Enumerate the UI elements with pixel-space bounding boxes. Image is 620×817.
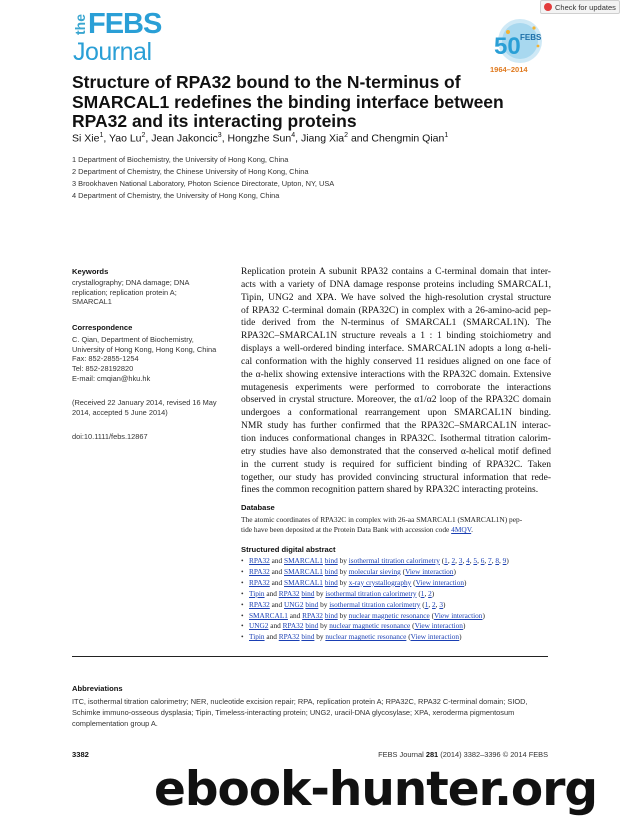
view-interaction-link[interactable]: View interaction (405, 566, 454, 576)
keywords-text (72, 278, 232, 307)
database-line-suffix: . (471, 525, 474, 535)
protein-link[interactable]: UNG2 (249, 621, 269, 631)
protein-link[interactable]: RPA32 (278, 632, 300, 642)
protein-link[interactable]: Tipin (249, 632, 265, 642)
star-icon (537, 45, 540, 48)
article-title: Structure of RPA32 bound to the N-terminus of SMARCAL1 redefines the binding interface between RPA32 and its interacting proteins (72, 72, 504, 131)
protein-link[interactable]: RPA32 (278, 588, 300, 598)
abbreviations-line: complementation group A. (72, 719, 158, 729)
abstract-line: tion induces conformational changes in RPA32C. Isothermal titration calorim- (241, 432, 551, 444)
sda-item: • RPA32 and SMARCAL1 bind by molecular sieving (View interaction) (241, 567, 561, 578)
star-icon (532, 26, 535, 29)
method-link[interactable]: isothermal titration calorimetry (329, 599, 421, 609)
reference-link[interactable]: 1 (420, 588, 425, 598)
anniversary-number: 50 (494, 33, 521, 60)
reference-link[interactable]: 7 (488, 556, 492, 565)
protein-link[interactable]: SMARCAL1 (284, 556, 323, 565)
protein-link[interactable]: RPA32 (249, 556, 270, 565)
author-name: Jiang Xia (300, 132, 345, 145)
author-name: Si Xie (72, 132, 100, 145)
reference-link[interactable]: 3 (439, 599, 443, 609)
reference-link[interactable]: 2 (432, 599, 436, 609)
footer-rest: (2014) 3382–3396 © 2014 FEBS (440, 750, 548, 759)
protein-link[interactable]: SMARCAL1 (249, 610, 288, 620)
abstract-line: acts with a variety of DNA damage response proteins including SMARCAL1, (241, 278, 551, 290)
check-for-updates-button[interactable] (540, 0, 620, 14)
abbreviations-heading: Abbreviations (72, 684, 123, 693)
logo-journal: Journal (73, 38, 152, 66)
protein-link[interactable]: RPA32 (282, 621, 304, 631)
footer-volume: 281 (425, 750, 439, 759)
correspondence-line: Fax: 852-2855-1254 (72, 354, 139, 364)
page-number: 3382 (72, 750, 89, 759)
anniversary-brand: FEBS (520, 33, 542, 42)
anniversary-years: 1964–2014 (490, 65, 528, 74)
reference-link[interactable]: 6 (480, 556, 485, 565)
protein-link[interactable]: SMARCAL1 (284, 577, 323, 587)
protein-link[interactable]: Tipin (249, 588, 265, 598)
sda-item: • Tipin and RPA32 bind by nuclear magnetic resonance (View interaction) (241, 632, 561, 643)
view-interaction-link[interactable]: View interaction (414, 621, 463, 631)
method-link[interactable]: molecular sieving (348, 566, 401, 576)
database-line (241, 525, 553, 535)
sda-item: • RPA32 and SMARCAL1 bind by isothermal titration calorimetry (1, 2, 3, 4, 5, 6, 7, 8, 9) (241, 556, 561, 567)
affiliation: 2 Department of Chemistry, the Chinese University of Hong Kong, China (72, 167, 309, 176)
abstract-line: etry studies have also demonstrated that the conserved α-helical motif defined (241, 445, 551, 457)
correspondence-line: C. Qian, Department of Biochemistry, (72, 335, 194, 344)
abstract-body (241, 266, 551, 497)
interaction-link[interactable]: bind (324, 610, 338, 620)
protein-link[interactable]: RPA32 (249, 599, 270, 609)
abbreviations-line: Schimke immuno-osseous dysplasia; Tipin, Timeless-interacting protein; UNG2, uracil-DNA glycosylase; XPA, xeroderma pigmentosum (72, 708, 515, 718)
affiliation: 3 Brookhaven National Laboratory, Photon Science Directorate, Upton, NY, USA (72, 179, 335, 188)
footer-journal: FEBS Journal (378, 750, 424, 759)
correspondence-line: University of Hong Kong, Hong Kong, China (72, 344, 217, 354)
sda-item: • Tipin and RPA32 bind by isothermal titration calorimetry (1, 2) (241, 589, 561, 600)
abstract-line: cal conformation with the highly conserved 11 residues aligned on one face of (241, 355, 551, 367)
author-affiliation-mark: 1 (444, 132, 449, 139)
abstract-line: NMR study has further confirmed that the RPA32C–SMARCAL1N interac- (241, 420, 551, 432)
sda-item: • RPA32 and SMARCAL1 bind by x-ray crystallography (View interaction) (241, 578, 561, 589)
sda-heading: Structured digital abstract (241, 545, 336, 554)
affiliation: 1 Department of Biochemistry, the University of Hong Kong, China (72, 155, 289, 164)
protein-link[interactable]: SMARCAL1 (284, 566, 323, 576)
abstract-line: the α-helix showing extensive interactions with the RPA32C domain. Extensive (241, 368, 551, 380)
abstract-line: mutagenesis experiments were performed to corroborate the interactions (241, 381, 551, 393)
received-line: 2014, accepted 5 June 2014) (72, 407, 168, 417)
reference-link[interactable]: 4 (466, 556, 470, 565)
affiliation: 4 Department of Chemistry, the University of Hong Kong, China (72, 191, 280, 200)
reference-link[interactable]: 3 (458, 556, 463, 565)
interaction-link[interactable]: bind (301, 632, 315, 642)
abstract-line: RPA32C–SMARCAL1N structure reveals a 1 : 1 binding stoichiometry and (241, 330, 551, 342)
interaction-link[interactable]: bind (324, 566, 338, 576)
method-link[interactable]: nuclear magnetic resonance (325, 632, 407, 642)
method-link[interactable]: isothermal titration calorimetry (325, 588, 417, 598)
database-line: The atomic coordinates of RPA32C in complex with 26-aa SMARCAL1 (SMARCAL1N) pep- (241, 515, 523, 524)
author-list: Si Xie$^1$, Yao Lu$^2$, Jean Jakoncic$^3$, Hongzhe Sun$^4$, Jiang Xia$^2$ and Chengmin Qian$^1$ (72, 132, 449, 145)
correspondence-heading: Correspondence (72, 323, 133, 332)
method-link[interactable]: nuclear magnetic resonance (329, 621, 411, 631)
author-name: Yao Lu (109, 132, 142, 145)
abstract-line: undergoes a conformational rearrangement upon SMARCAL1N binding. (241, 407, 551, 419)
interaction-link[interactable]: bind (324, 577, 338, 587)
keywords-line: replication; replication protein A; (72, 287, 177, 297)
interaction-link[interactable]: bind (305, 621, 319, 631)
abstract-line: in the current study is required for sufficient binding of RPA32C. Taken (241, 458, 551, 470)
abbreviations-text (72, 696, 550, 730)
database-text (241, 515, 553, 536)
journal-footer (372, 750, 548, 759)
divider (72, 656, 548, 657)
updates-icon (544, 3, 552, 11)
abstract-line: observed in crystal structure. Moreover, the α1/α2 loop of the RPA32C domain (241, 394, 551, 406)
abstract-line: tide derived from the N-terminus of SMARCAL1 (SMARCAL1N). The (241, 317, 551, 329)
view-interaction-link[interactable]: View interaction (434, 610, 483, 620)
received-line: (Received 22 January 2014, revised 16 May (72, 398, 217, 407)
abstract-line: together, our study has provided convincing structural information that rede- (241, 471, 551, 483)
interaction-link[interactable]: bind (324, 556, 338, 565)
keywords-line: crystallography; DNA damage; DNA (72, 278, 190, 287)
reference-link[interactable]: 1 (444, 556, 448, 565)
interaction-link[interactable]: bind (305, 599, 319, 609)
interaction-link[interactable]: bind (301, 588, 315, 598)
abstract-line: fines the common recognition pattern shared by RPA32C interacting proteins. (241, 484, 539, 496)
reference-link[interactable]: 8 (495, 556, 500, 565)
method-link[interactable]: nuclear magnetic resonance (348, 610, 430, 620)
sda-item: • UNG2 and RPA32 bind by nuclear magnetic resonance (View interaction) (241, 621, 561, 632)
abstract-line: Replication protein A subunit RPA32 contains a C-terminal domain that inter- (241, 266, 551, 277)
accession-link[interactable]: 4MQV (451, 525, 472, 535)
view-interaction-link[interactable]: View interaction (410, 632, 460, 642)
correspondence-text (72, 335, 232, 384)
protein-link[interactable]: UNG2 (284, 599, 304, 609)
method-link[interactable]: isothermal titration calorimetry (348, 556, 440, 565)
database-heading: Database (241, 503, 275, 512)
journal-logo (72, 8, 162, 66)
anniversary-badge (468, 16, 560, 74)
method-link[interactable]: x-ray crystallography (348, 577, 412, 587)
received-dates (72, 398, 232, 417)
watermark: ebook-hunter.org (154, 762, 598, 817)
keywords-line: SMARCAL1 (72, 297, 112, 307)
author-name: Jean Jakoncic (151, 132, 218, 145)
sda-item: • RPA32 and UNG2 bind by isothermal titration calorimetry (1, 2, 3) (241, 600, 561, 611)
doi[interactable]: doi:10.1111/febs.12867 (72, 432, 148, 441)
protein-link[interactable]: RPA32 (249, 577, 270, 587)
abbreviations-line: ITC, isothermal titration calorimetry; NER, nucleotide excision repair; RPA, replication protein A; RPA32C, RPA32 C-terminal domain; SIOD, (72, 697, 528, 706)
author-affiliation-mark: 2 (141, 132, 146, 139)
author-affiliation-mark: 3 (217, 132, 222, 139)
author-name: Chengmin Qian (371, 132, 445, 145)
logo-the: the (72, 14, 88, 35)
reference-link[interactable]: 5 (473, 556, 478, 565)
protein-link[interactable]: RPA32 (302, 610, 323, 620)
sda-list (241, 556, 561, 643)
correspondence-line: Tel: 852-28192820 (72, 364, 134, 374)
abstract-line: of RPA32 C-terminal domain (RPA32C) in complex with a 26-amino-acid pep- (241, 304, 551, 316)
reference-link[interactable]: 9 (502, 556, 507, 565)
reference-link[interactable]: 2 (451, 556, 456, 565)
author-affiliation-mark: 2 (344, 132, 349, 139)
reference-link[interactable]: 1 (424, 599, 429, 609)
abstract-line: displays a well-ordered binding interface. SMARCAL1N adopts a long α-heli- (241, 343, 551, 355)
logo-febs: FEBS (88, 8, 162, 40)
reference-link[interactable]: 2 (428, 588, 432, 598)
abstract-line: Tipin, UNG2 and XPA. We have solved the high-resolution crystal structure (241, 291, 551, 303)
sda-item: • SMARCAL1 and RPA32 bind by nuclear magnetic resonance (View interaction) (241, 611, 561, 622)
updates-label: Check for updates (555, 2, 616, 12)
database-line-prefix: tide have been deposited at the Protein Data Bank with accession code (241, 525, 452, 535)
keywords-heading: Keywords (72, 267, 109, 276)
author-affiliation-mark: 4 (291, 132, 296, 139)
view-interaction-link[interactable]: View interaction (415, 577, 464, 587)
author-name: Hongzhe Sun (227, 132, 292, 145)
protein-link[interactable]: RPA32 (249, 566, 270, 576)
correspondence-email[interactable]: E-mail: cmqian@hku.hk (72, 373, 151, 383)
author-affiliation-mark: 1 (99, 132, 104, 139)
